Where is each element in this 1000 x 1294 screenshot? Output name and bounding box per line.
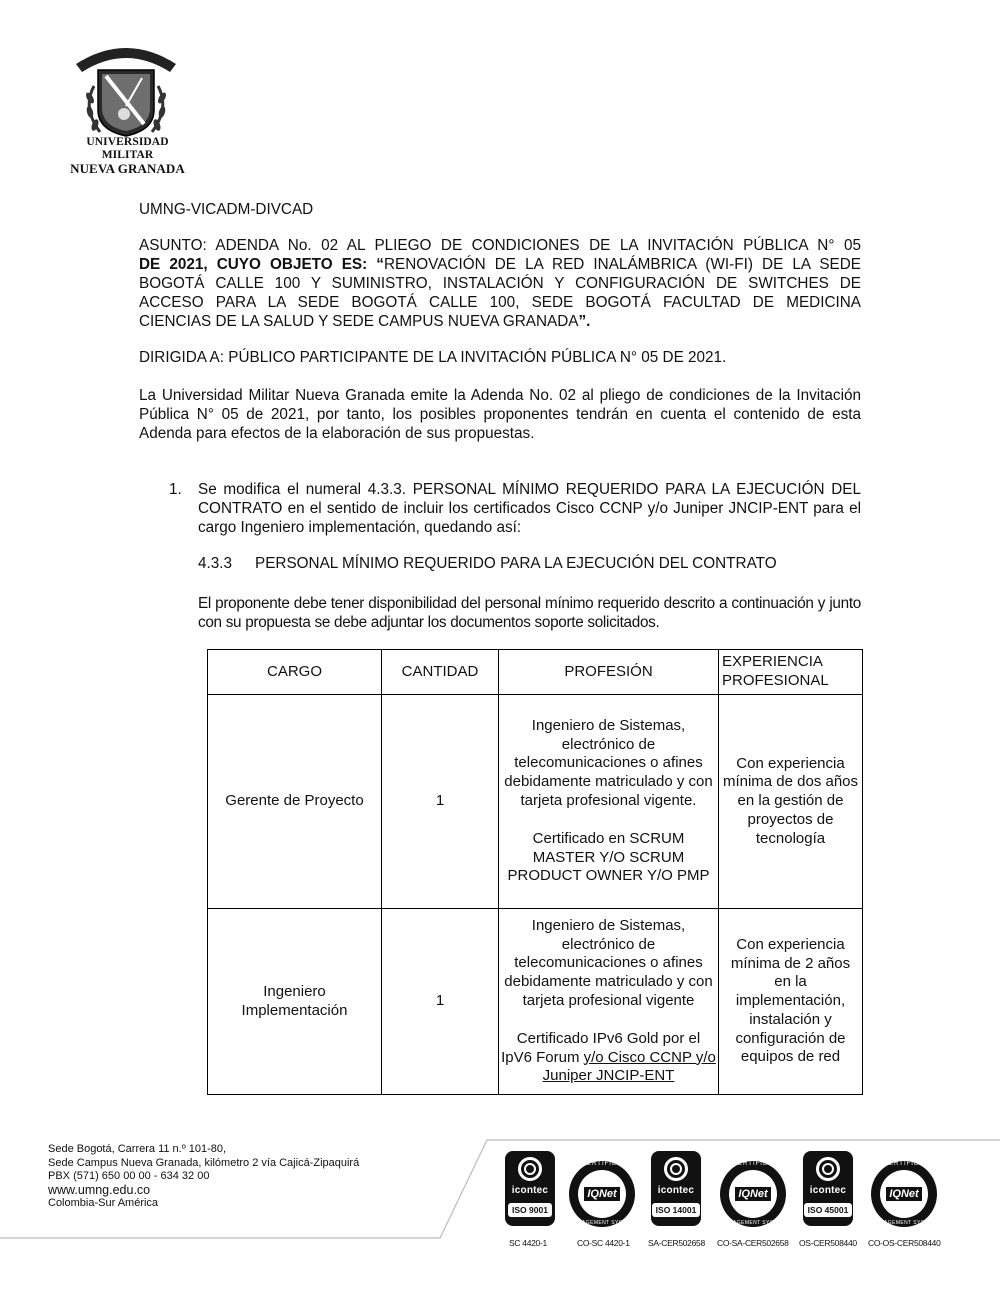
footer-address-line: Sede Bogotá, Carrera 11 n.º 101-80, [48, 1143, 227, 1155]
iqnet-certified-icon [720, 1151, 786, 1227]
table-cell-profesion [499, 909, 719, 1095]
document-reference: UMNG-VICADM-DIVCAD [139, 201, 314, 218]
badge-top-text: CERTIFIED [883, 1161, 925, 1167]
list-item-number: 1. [169, 481, 182, 498]
cert-code: CO-SA-CER502658 [717, 1238, 789, 1248]
table-cell-cantidad: 1 [382, 695, 499, 909]
profesion-text: Ingeniero de Sistemas, electrónico de telecomunicaciones o afines debidamente matriculado y con tarjeta profesional vigente [504, 916, 713, 1009]
profesion-certificado [501, 1030, 716, 1086]
footer-website-link[interactable]: www.umng.edu.co [48, 1182, 151, 1197]
table-header: CARGO [208, 650, 382, 695]
cert-code: SA-CER502658 [648, 1238, 705, 1248]
badge-bottom-text: MANAGEMENT SYSTEM [569, 1220, 635, 1226]
badge-iso: ISO 9001 [508, 1203, 552, 1217]
badge-top-text: CERTIFIED [732, 1161, 774, 1167]
university-name-line2: NUEVA GRANADA [70, 161, 185, 176]
badge-brand: icontec [809, 1185, 847, 1196]
table-cell-experiencia: Con experiencia mínima de dos años en la gestión de proyectos de tecnología [719, 695, 863, 909]
cert-code: OS-CER508440 [799, 1238, 857, 1248]
intro-paragraph: La Universidad Militar Nueva Granada emite la Adenda No. 02 al pliego de condiciones de la Invitación Pública N° 05 de 2021, por tanto, los posibles proponentes tendrán en cuenta el contenido de esta Adenda para efectos de la elaboración de sus propuestas. [139, 387, 861, 442]
profesion-cert-plain: Certificado IPv6 Gold por el IpV6 Forum [501, 1029, 701, 1066]
addressed-to: DIRIGIDA A: PÚBLICO PARTICIPANTE DE LA INVITACIÓN PÚBLICA N° 05 DE 2021. [139, 349, 727, 366]
table-cell-cargo: Gerente de Proyecto [208, 695, 382, 909]
iqnet-certified-icon [569, 1151, 635, 1227]
footer-region: Colombia-Sur América [48, 1197, 159, 1209]
subject-line-3: BOGOTÁ CALLE 100 Y SUMINISTRO, INSTALACIÓN Y CONFIGURACIÓN DE SWITCHES DE [139, 275, 861, 292]
badge-bottom-text: MANAGEMENT SYSTEM [720, 1220, 786, 1226]
badge-iso: ISO 14001 [652, 1203, 701, 1217]
badge-brand: IQNet [735, 1187, 770, 1201]
table-header-row [208, 650, 863, 695]
personnel-table [207, 649, 863, 1095]
university-name-line1: UNIVERSIDAD MILITAR [86, 136, 169, 161]
university-name [70, 136, 185, 175]
icontec-iso9001-icon [505, 1151, 555, 1226]
icontec-iso45001-icon [803, 1151, 853, 1226]
badge-brand: IQNet [886, 1187, 921, 1201]
subsection-title: PERSONAL MÍNIMO REQUERIDO PARA LA EJECUCIÓN DEL CONTRATO [255, 555, 777, 572]
subject-line-2-rest: RENOVACIÓN DE LA RED INALÁMBRICA (WI-FI) DE LA SEDE [383, 256, 861, 273]
subject-line-1: ASUNTO: ADENDA No. 02 AL PLIEGO DE CONDICIONES DE LA INVITACIÓN PÚBLICA N° 05 [139, 237, 861, 254]
footer-address-line: Sede Campus Nueva Granada, kilómetro 2 vía Cajicá-Zipaquirá [48, 1156, 360, 1169]
list-item [139, 480, 861, 537]
logo-motto: SCIENTIÆ PATRIÆ FAMILIÆ [78, 38, 174, 62]
icontec-iso14001-icon [651, 1151, 701, 1226]
table-header: EXPERIENCIA PROFESIONAL [719, 650, 863, 695]
subsection-heading [198, 555, 777, 573]
subject-bold: DE 2021, CUYO OBJETO ES: “ [139, 256, 384, 273]
subject-line-5-text: CIENCIAS DE LA SALUD Y SEDE CAMPUS NUEVA GRANADA [139, 313, 579, 330]
subsection-number: 4.3.3 [198, 555, 233, 572]
subject-line-4: ACCESO PARA LA SEDE BOGOTÁ CALLE 100, SEDE BOGOTÁ FACULTAD DE MEDICINA [139, 294, 861, 311]
cert-code: CO-OS-CER508440 [868, 1238, 941, 1248]
badge-brand: icontec [657, 1185, 695, 1196]
table-row [208, 909, 863, 1095]
footer-address [48, 1143, 359, 1211]
cert-code: CO-SC 4420-1 [577, 1238, 630, 1248]
table-header: PROFESIÓN [499, 650, 719, 695]
table-cell-cargo: Ingeniero Implementación [208, 909, 382, 1095]
subject-line-5-bold: ”. [578, 313, 591, 330]
table-cell-profesion [499, 695, 719, 909]
table-cell-cantidad: 1 [382, 909, 499, 1095]
table-header: CANTIDAD [382, 650, 499, 695]
badge-brand: IQNet [584, 1187, 619, 1201]
subject-line-2 [139, 255, 861, 274]
badge-bottom-text: MANAGEMENT SYSTEM [871, 1220, 937, 1226]
iqnet-certified-icon [871, 1151, 937, 1227]
profesion-certificado: Certificado en SCRUM MASTER Y/O SCRUM PRODUCT OWNER Y/O PMP [507, 829, 710, 885]
profesion-text: Ingeniero de Sistemas, electrónico de telecomunicaciones o afines debidamente matriculado y con tarjeta profesional vigente. [504, 716, 713, 809]
profesion-cert-underlined: y/o Cisco CCNP y/o Juniper JNCIP-ENT [542, 1048, 716, 1085]
badge-iso: ISO 45001 [804, 1203, 853, 1217]
cert-code: SC 4420-1 [509, 1238, 547, 1248]
footer-phone: PBX (571) 650 00 00 - 634 32 00 [48, 1170, 210, 1182]
subject-line-5 [139, 312, 861, 331]
requirements-paragraph: El proponente debe tener disponibilidad del personal mínimo requerido descrito a continuación y junto con su propuesta se debe adjuntar los documentos soporte solicitados. [198, 595, 861, 631]
badge-top-text: CERTIFIED [581, 1161, 623, 1167]
list-item-text: Se modifica el numeral 4.3.3. PERSONAL MÍNIMO REQUERIDO PARA LA EJECUCIÓN DEL CONTRATO en el sentido de incluir los certificados Cisco CCNP y/o Juniper JNCIP-ENT para el cargo Ingeniero implementación, quedando así: [198, 481, 861, 536]
table-row [208, 695, 863, 909]
subject-block [139, 236, 861, 331]
table-cell-experiencia: Con experiencia mínima de 2 años en la implementación, instalación y configuración de equipos de red [719, 909, 863, 1095]
badge-brand: icontec [511, 1185, 549, 1196]
